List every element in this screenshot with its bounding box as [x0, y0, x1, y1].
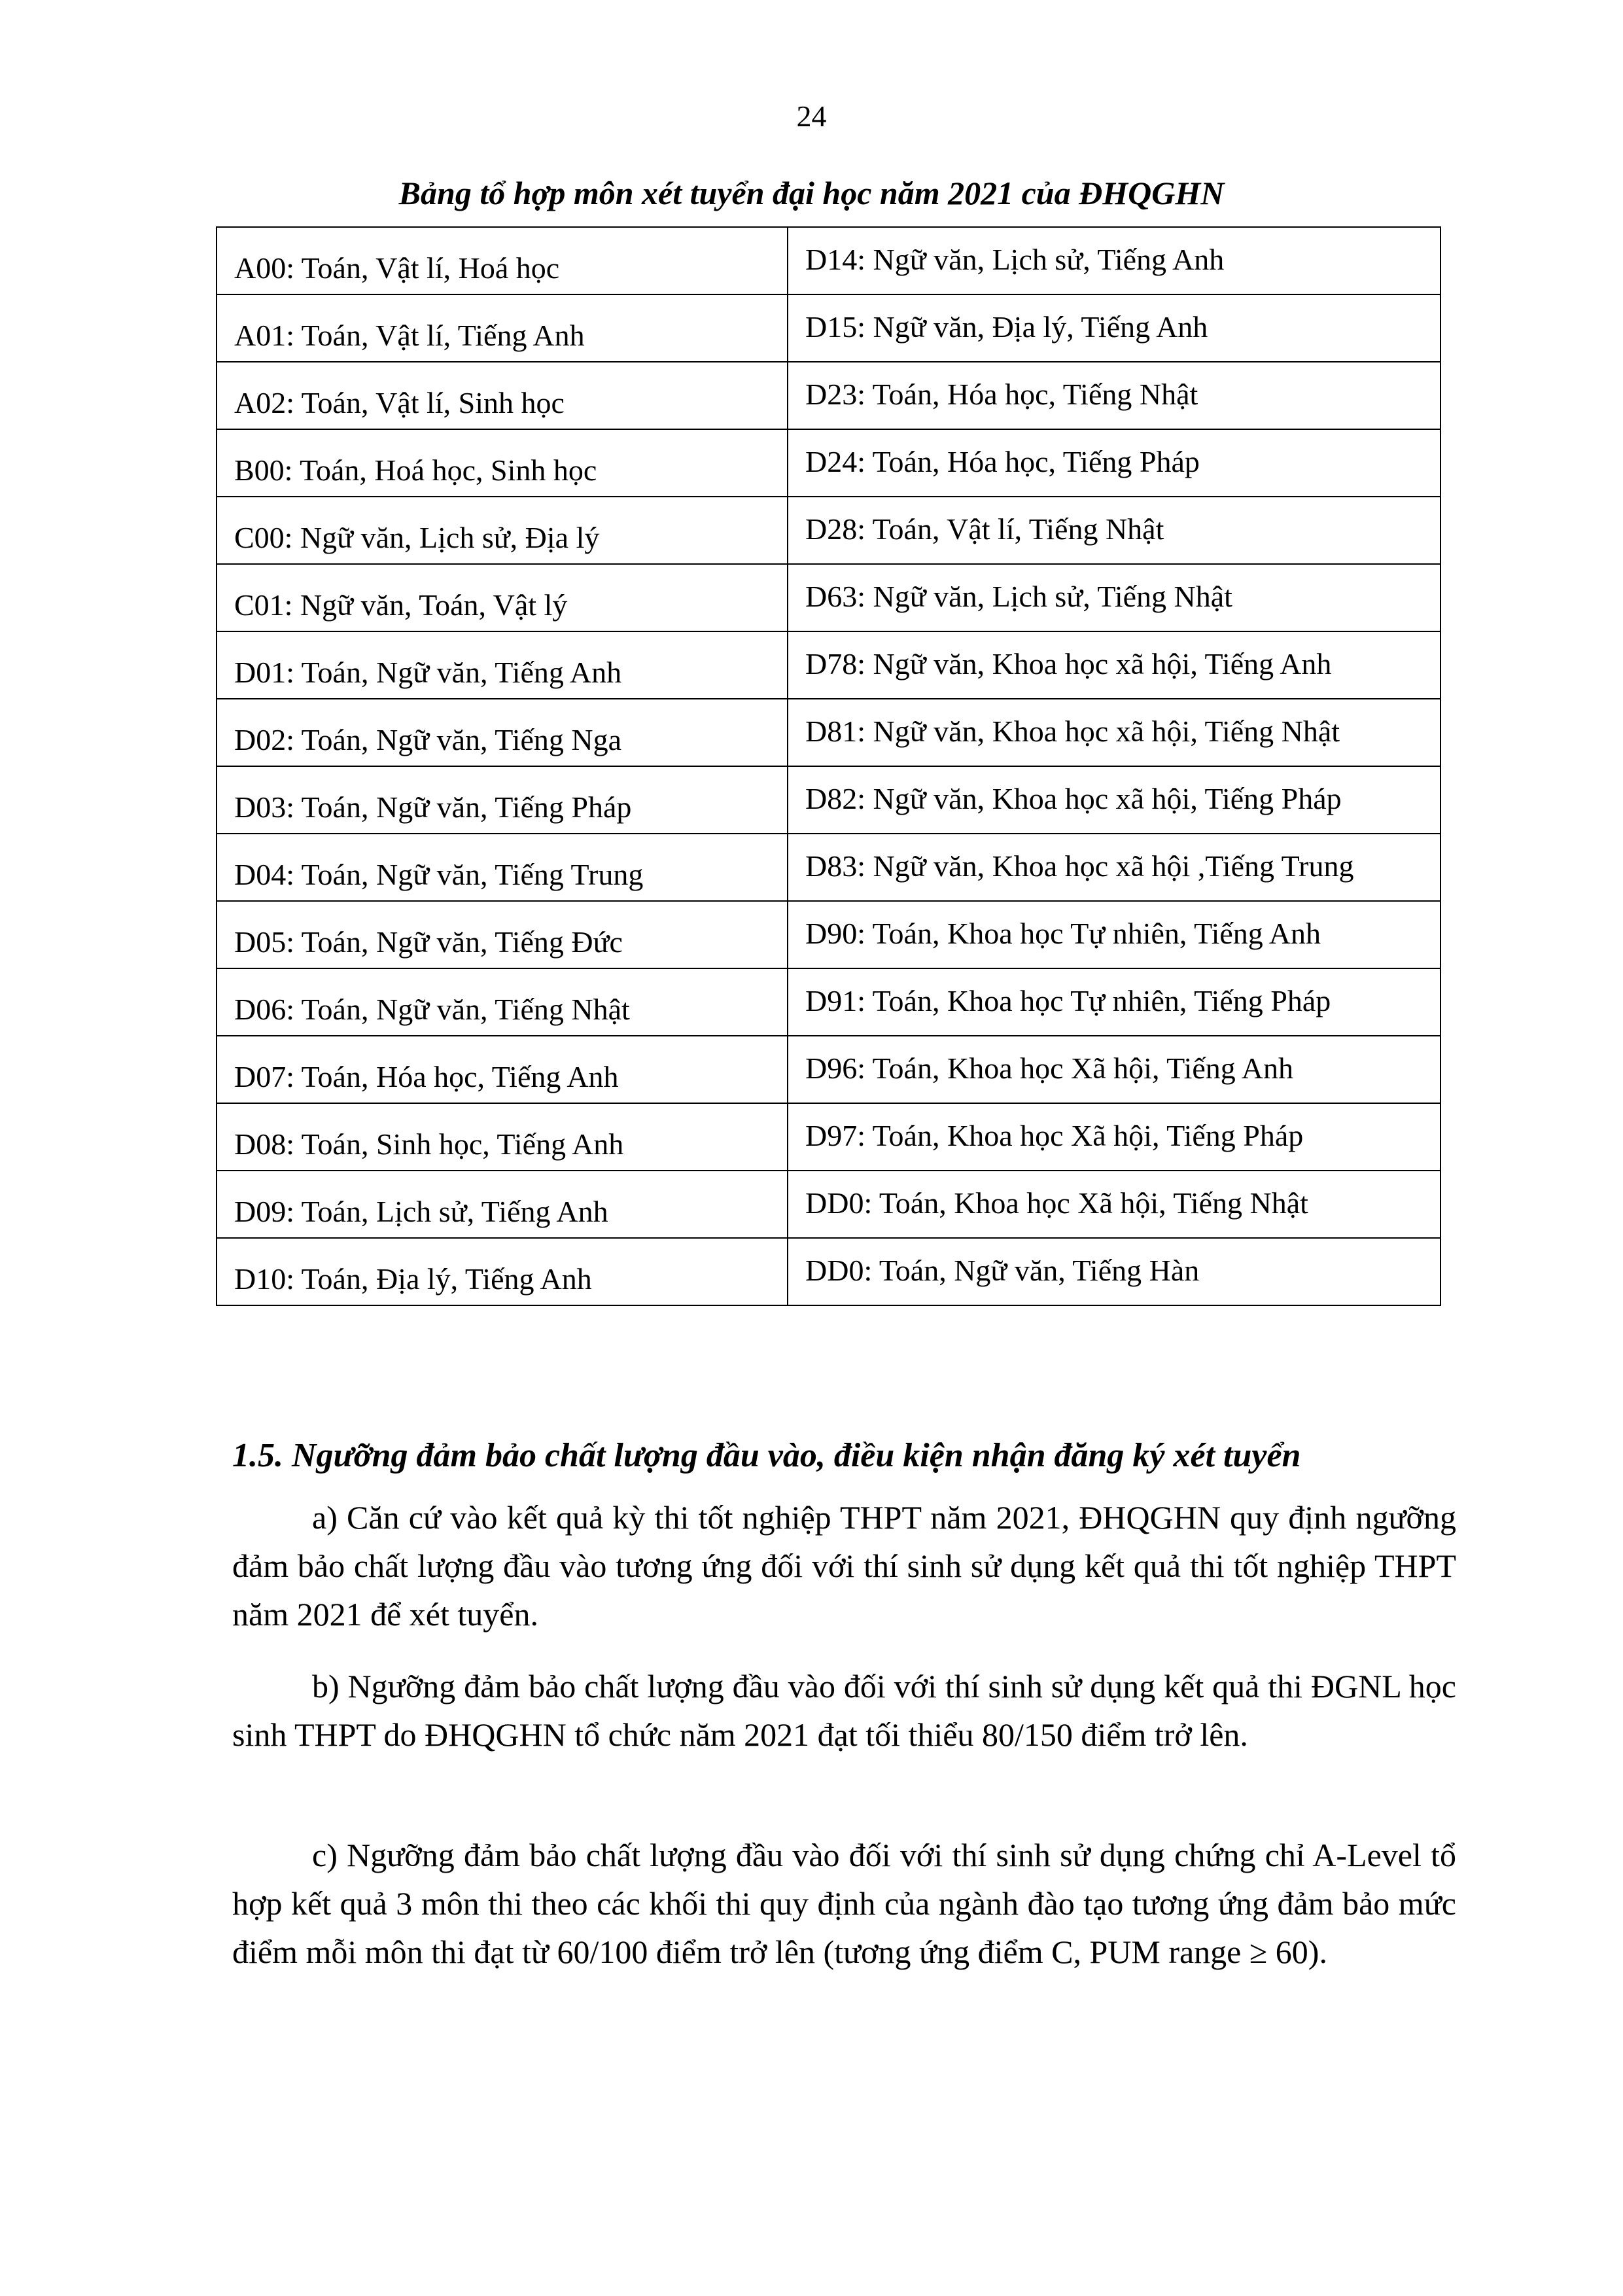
paragraph-a: a) Căn cứ vào kết quả kỳ thi tốt nghiệp THPT năm 2021, ĐHQGHN quy định ngưỡng đảm bảo chất lượng đầu vào tương ứng đối với thí sinh sử dụng kết quả thi tốt nghiệp THPT năm 2021 để xét tuyển. [232, 1499, 1456, 1633]
combo-cell-right: D83: Ngữ văn, Khoa học xã hội ,Tiếng Trung [788, 834, 1440, 901]
combo-cell-left: D03: Toán, Ngữ văn, Tiếng Pháp [217, 766, 788, 834]
combo-cell-left: D01: Toán, Ngữ văn, Tiếng Anh [217, 631, 788, 699]
combo-cell-left: D06: Toán, Ngữ văn, Tiếng Nhật [217, 968, 788, 1036]
combo-cell-left: C01: Ngữ văn, Toán, Vật lý [217, 564, 788, 631]
combo-cell-left: A02: Toán, Vật lí, Sinh học [217, 362, 788, 429]
section-heading: 1.5. Ngưỡng đảm bảo chất lượng đầu vào, điều kiện nhận đăng ký xét tuyển [232, 1437, 1301, 1474]
combo-cell-left: D02: Toán, Ngữ văn, Tiếng Nga [217, 699, 788, 766]
table-row [217, 362, 1440, 429]
combo-cell-right: D15: Ngữ văn, Địa lý, Tiếng Anh [788, 294, 1440, 362]
combo-cell-left: D07: Toán, Hóa học, Tiếng Anh [217, 1036, 788, 1103]
combo-cell-left: A01: Toán, Vật lí, Tiếng Anh [217, 294, 788, 362]
subject-combination-table [216, 226, 1441, 1306]
combo-cell-left: D08: Toán, Sinh học, Tiếng Anh [217, 1103, 788, 1171]
table-row [217, 766, 1440, 834]
combo-cell-right: D81: Ngữ văn, Khoa học xã hội, Tiếng Nhật [788, 699, 1440, 766]
table-row [217, 1171, 1440, 1238]
combo-cell-right: D91: Toán, Khoa học Tự nhiên, Tiếng Pháp [788, 968, 1440, 1036]
combo-cell-left: D05: Toán, Ngữ văn, Tiếng Đức [217, 901, 788, 968]
combo-cell-left: A00: Toán, Vật lí, Hoá học [217, 227, 788, 294]
combo-cell-right: D90: Toán, Khoa học Tự nhiên, Tiếng Anh [788, 901, 1440, 968]
combo-cell-right: D14: Ngữ văn, Lịch sử, Tiếng Anh [788, 227, 1440, 294]
combo-cell-left: B00: Toán, Hoá học, Sinh học [217, 429, 788, 497]
combo-cell-left: D10: Toán, Địa lý, Tiếng Anh [217, 1238, 788, 1305]
combo-cell-right: D82: Ngữ văn, Khoa học xã hội, Tiếng Pháp [788, 766, 1440, 834]
paragraph-b: b) Ngưỡng đảm bảo chất lượng đầu vào đối với thí sinh sử dụng kết quả thi ĐGNL học sinh THPT do ĐHQGHN tổ chức năm 2021 đạt tối thiểu 80/150 điểm trở lên. [232, 1668, 1456, 1753]
paragraph-c: c) Ngưỡng đảm bảo chất lượng đầu vào đối với thí sinh sử dụng chứng chỉ A-Level tổ hợp kết quả 3 môn thi theo các khối thi quy định của ngành đào tạo tương ứng đảm bảo mức điểm mỗi môn thi đạt từ 60/100 điểm trở lên (tương ứng điểm C, PUM range ≥ 60). [232, 1837, 1456, 1970]
table-row [217, 1238, 1440, 1305]
table-title: Bảng tổ hợp môn xét tuyển đại học năm 2021 của ĐHQGHN [398, 175, 1225, 211]
combo-cell-right: D28: Toán, Vật lí, Tiếng Nhật [788, 497, 1440, 564]
table-row [217, 1036, 1440, 1103]
combo-cell-left: D09: Toán, Lịch sử, Tiếng Anh [217, 1171, 788, 1238]
table-row [217, 901, 1440, 968]
table-row [217, 429, 1440, 497]
combo-cell-left: D04: Toán, Ngữ văn, Tiếng Trung [217, 834, 788, 901]
combo-cell-right: D24: Toán, Hóa học, Tiếng Pháp [788, 429, 1440, 497]
combo-cell-right: DD0: Toán, Khoa học Xã hội, Tiếng Nhật [788, 1171, 1440, 1238]
table-row [217, 968, 1440, 1036]
table-body [217, 227, 1440, 1305]
table-row [217, 564, 1440, 631]
combo-cell-right: DD0: Toán, Ngữ văn, Tiếng Hàn [788, 1238, 1440, 1305]
combo-cell-right: D97: Toán, Khoa học Xã hội, Tiếng Pháp [788, 1103, 1440, 1171]
table-row [217, 294, 1440, 362]
combo-cell-right: D78: Ngữ văn, Khoa học xã hội, Tiếng Anh [788, 631, 1440, 699]
table-row [217, 497, 1440, 564]
table-row [217, 227, 1440, 294]
combo-cell-right: D23: Toán, Hóa học, Tiếng Nhật [788, 362, 1440, 429]
table-row [217, 1103, 1440, 1171]
combo-cell-right: D96: Toán, Khoa học Xã hội, Tiếng Anh [788, 1036, 1440, 1103]
combo-cell-right: D63: Ngữ văn, Lịch sử, Tiếng Nhật [788, 564, 1440, 631]
table-row [217, 631, 1440, 699]
table-row [217, 834, 1440, 901]
page-number: 24 [796, 99, 827, 133]
combo-cell-left: C00: Ngữ văn, Lịch sử, Địa lý [217, 497, 788, 564]
table-row [217, 699, 1440, 766]
